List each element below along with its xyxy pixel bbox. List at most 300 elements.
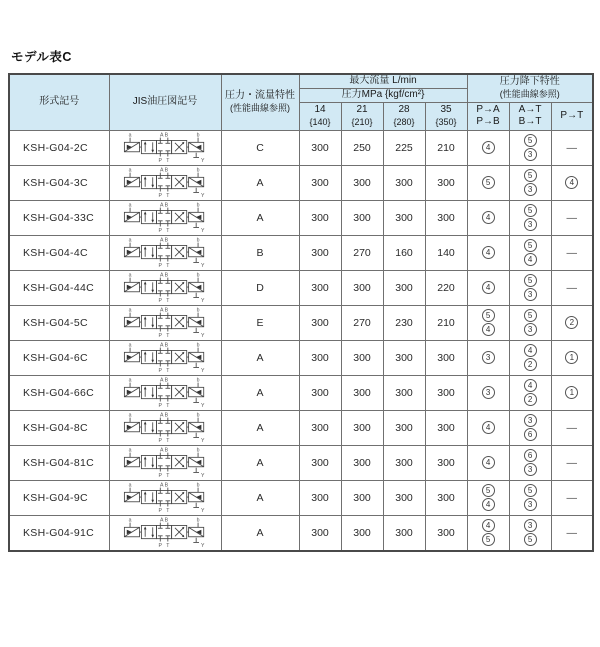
circled-number-stack: [510, 239, 551, 266]
svg-text:a: a: [128, 377, 132, 384]
circled-number-stack: [468, 519, 509, 546]
svg-text:T: T: [166, 157, 170, 164]
svg-text:Y: Y: [201, 402, 205, 409]
model-code: KSH-G04-8C: [9, 410, 109, 445]
jis-symbol-cell: [109, 130, 221, 165]
circled-number-stack: [468, 309, 509, 336]
header-model-code: [9, 74, 109, 130]
flow-col-kgf: {210}: [351, 116, 373, 127]
svg-text:a: a: [128, 307, 132, 314]
max-flow-35: 300: [425, 445, 467, 480]
svg-text:P: P: [158, 227, 163, 234]
model-code: KSH-G04-5C: [9, 305, 109, 340]
circled-number: 3: [524, 498, 537, 511]
table-row: [9, 305, 593, 340]
header-pressure-drop-line1: 圧力降下特性: [499, 76, 560, 88]
drop-pt: —: [551, 270, 593, 305]
jis-symbol-cell: [109, 305, 221, 340]
circled-number: 5: [482, 176, 495, 189]
svg-text:A B: A B: [160, 167, 169, 174]
flow-characteristic: E: [221, 305, 299, 340]
svg-text:b: b: [196, 237, 200, 244]
table-row: [9, 410, 593, 445]
circled-number: 5: [524, 204, 537, 217]
svg-text:a: a: [128, 342, 132, 349]
max-flow-21: 300: [341, 340, 383, 375]
drop-pt: [551, 340, 593, 375]
svg-text:A B: A B: [160, 517, 169, 524]
svg-text:b: b: [196, 132, 200, 139]
circled-number-stack: [510, 134, 551, 161]
valve-symbol-icon: [116, 411, 214, 445]
circled-number-stack: [468, 386, 509, 399]
drop-col-line1: A→T: [518, 103, 542, 115]
header-drop-pa-pb: [467, 102, 509, 130]
svg-text:T: T: [166, 472, 170, 479]
svg-text:Y: Y: [201, 542, 205, 549]
max-flow-28: 300: [383, 165, 425, 200]
max-flow-21: 270: [341, 305, 383, 340]
max-flow-35: 300: [425, 200, 467, 235]
svg-text:b: b: [196, 517, 200, 524]
circled-number-stack: [552, 386, 593, 399]
header-pressure-unit-label: 圧力MPa {kgf/cm²}: [341, 88, 425, 100]
circled-number: 4: [482, 519, 495, 532]
header-characteristic: [221, 74, 299, 130]
svg-text:A B: A B: [160, 307, 169, 314]
max-flow-35: 140: [425, 235, 467, 270]
table-row: [9, 165, 593, 200]
table-row: [9, 445, 593, 480]
table-row: [9, 480, 593, 515]
flow-characteristic: A: [221, 515, 299, 551]
svg-text:P: P: [158, 472, 163, 479]
svg-text:a: a: [128, 272, 132, 279]
model-code: KSH-G04-3C: [9, 165, 109, 200]
max-flow-28: 300: [383, 445, 425, 480]
drop-at-bt: [509, 410, 551, 445]
circled-number: 4: [524, 344, 537, 357]
svg-text:a: a: [128, 482, 132, 489]
circled-number-stack: [510, 309, 551, 336]
max-flow-14: 300: [299, 445, 341, 480]
svg-text:Y: Y: [201, 437, 205, 444]
max-flow-35: 300: [425, 515, 467, 551]
svg-text:T: T: [166, 192, 170, 199]
drop-pt: —: [551, 410, 593, 445]
jis-symbol-cell: [109, 445, 221, 480]
jis-symbol-cell: [109, 340, 221, 375]
table-row: [9, 200, 593, 235]
page-title: モデル表C: [11, 50, 72, 64]
flow-col-kgf: {280}: [393, 116, 415, 127]
svg-text:T: T: [166, 332, 170, 339]
table-body: [9, 130, 593, 551]
header-drop-pt: [551, 102, 593, 130]
drop-at-bt: [509, 480, 551, 515]
max-flow-28: 225: [383, 130, 425, 165]
header-characteristic-line2: (性能曲線参照): [230, 102, 290, 113]
circled-number: 5: [482, 309, 495, 322]
svg-text:P: P: [158, 402, 163, 409]
max-flow-21: 270: [341, 235, 383, 270]
svg-text:T: T: [166, 507, 170, 514]
svg-text:T: T: [166, 297, 170, 304]
circled-number: 4: [482, 421, 495, 434]
svg-text:A B: A B: [160, 412, 169, 419]
max-flow-21: 300: [341, 445, 383, 480]
svg-text:A B: A B: [160, 447, 169, 454]
valve-symbol-icon: [116, 341, 214, 375]
flow-col-kgf: {350}: [435, 116, 457, 127]
circled-number: 4: [482, 323, 495, 336]
drop-pt: —: [551, 200, 593, 235]
drop-at-bt: [509, 200, 551, 235]
flow-characteristic: D: [221, 270, 299, 305]
table-row: [9, 130, 593, 165]
svg-text:b: b: [196, 167, 200, 174]
table-row: [9, 340, 593, 375]
max-flow-35: 300: [425, 375, 467, 410]
valve-symbol-icon: [116, 166, 214, 200]
circled-number: 4: [565, 176, 578, 189]
flow-col-mpa: 21: [356, 104, 368, 116]
max-flow-14: 300: [299, 515, 341, 551]
svg-text:Y: Y: [201, 332, 205, 339]
circled-number-stack: [510, 274, 551, 301]
circled-number-stack: [468, 281, 509, 294]
table-header: [9, 74, 593, 130]
svg-text:a: a: [128, 132, 132, 139]
model-code: KSH-G04-6C: [9, 340, 109, 375]
circled-number-stack: [468, 421, 509, 434]
circled-number: 3: [524, 288, 537, 301]
circled-number: 3: [524, 323, 537, 336]
max-flow-14: 300: [299, 340, 341, 375]
max-flow-28: 300: [383, 200, 425, 235]
circled-number-stack: [510, 414, 551, 441]
drop-at-bt: [509, 235, 551, 270]
header-model-label: 形式記号: [39, 96, 80, 107]
flow-characteristic: A: [221, 165, 299, 200]
max-flow-28: 300: [383, 375, 425, 410]
svg-text:Y: Y: [201, 507, 205, 514]
svg-text:T: T: [166, 227, 170, 234]
jis-symbol-cell: [109, 515, 221, 551]
drop-pa-pb: [467, 340, 509, 375]
circled-number: 4: [482, 498, 495, 511]
svg-text:A B: A B: [160, 132, 169, 139]
circled-number: 5: [482, 484, 495, 497]
model-code: KSH-G04-66C: [9, 375, 109, 410]
header-drop-at-bt: [509, 102, 551, 130]
table-row: [9, 375, 593, 410]
circled-number-stack: [510, 204, 551, 231]
circled-number: 3: [482, 386, 495, 399]
circled-number: 3: [524, 218, 537, 231]
svg-text:A B: A B: [160, 272, 169, 279]
svg-text:b: b: [196, 377, 200, 384]
drop-at-bt: [509, 340, 551, 375]
drop-pa-pb: [467, 165, 509, 200]
svg-text:Y: Y: [201, 157, 205, 164]
drop-at-bt: [509, 270, 551, 305]
drop-at-bt: [509, 130, 551, 165]
jis-symbol-cell: [109, 410, 221, 445]
svg-text:P: P: [158, 192, 163, 199]
valve-symbol-icon: [116, 446, 214, 480]
model-code: KSH-G04-44C: [9, 270, 109, 305]
circled-number-stack: [552, 176, 593, 189]
flow-col-kgf: {140}: [309, 116, 331, 127]
drop-pa-pb: [467, 130, 509, 165]
circled-number: 5: [524, 239, 537, 252]
max-flow-21: 300: [341, 515, 383, 551]
max-flow-14: 300: [299, 270, 341, 305]
max-flow-21: 300: [341, 480, 383, 515]
svg-text:A B: A B: [160, 377, 169, 384]
flow-col-mpa: 35: [440, 104, 452, 116]
flow-characteristic: A: [221, 200, 299, 235]
max-flow-14: 300: [299, 235, 341, 270]
circled-number: 2: [524, 358, 537, 371]
drop-col-line1: P→T: [560, 109, 584, 121]
jis-symbol-cell: [109, 165, 221, 200]
svg-text:Y: Y: [201, 367, 205, 374]
svg-text:b: b: [196, 482, 200, 489]
svg-text:a: a: [128, 202, 132, 209]
flow-characteristic: A: [221, 445, 299, 480]
jis-symbol-cell: [109, 235, 221, 270]
header-max-flow: [299, 74, 467, 88]
valve-symbol-icon: [116, 516, 214, 550]
svg-text:T: T: [166, 542, 170, 549]
flow-characteristic: A: [221, 375, 299, 410]
max-flow-28: 300: [383, 480, 425, 515]
drop-col-line2: P→B: [476, 116, 500, 127]
max-flow-14: 300: [299, 165, 341, 200]
max-flow-21: 300: [341, 270, 383, 305]
circled-number-stack: [468, 351, 509, 364]
flow-col-mpa: 14: [314, 104, 326, 116]
svg-text:P: P: [158, 262, 163, 269]
circled-number: 3: [524, 519, 537, 532]
circled-number: 5: [524, 533, 537, 546]
circled-number: 5: [482, 533, 495, 546]
max-flow-35: 210: [425, 305, 467, 340]
max-flow-21: 300: [341, 165, 383, 200]
model-code: KSH-G04-33C: [9, 200, 109, 235]
circled-number-stack: [468, 246, 509, 259]
svg-text:b: b: [196, 307, 200, 314]
svg-text:T: T: [166, 402, 170, 409]
circled-number-stack: [510, 344, 551, 371]
circled-number: 3: [524, 148, 537, 161]
svg-text:A B: A B: [160, 202, 169, 209]
header-pressure-drop: [467, 74, 593, 102]
drop-pa-pb: [467, 410, 509, 445]
circled-number: 4: [524, 379, 537, 392]
circled-number-stack: [510, 519, 551, 546]
model-spec-table: [8, 73, 594, 552]
table-row: [9, 235, 593, 270]
svg-text:b: b: [196, 412, 200, 419]
circled-number: 3: [524, 414, 537, 427]
circled-number: 4: [482, 211, 495, 224]
svg-text:T: T: [166, 262, 170, 269]
drop-pt: —: [551, 515, 593, 551]
table-row: [9, 515, 593, 551]
circled-number: 6: [524, 449, 537, 462]
svg-text:T: T: [166, 437, 170, 444]
drop-pa-pb: [467, 515, 509, 551]
circled-number: 4: [524, 253, 537, 266]
drop-pt: [551, 165, 593, 200]
drop-pt: —: [551, 130, 593, 165]
svg-text:A B: A B: [160, 237, 169, 244]
model-code: KSH-G04-81C: [9, 445, 109, 480]
drop-col-line1: P→A: [476, 103, 500, 115]
flow-characteristic: C: [221, 130, 299, 165]
circled-number: 4: [482, 141, 495, 154]
svg-text:P: P: [158, 507, 163, 514]
flow-characteristic: A: [221, 340, 299, 375]
jis-symbol-cell: [109, 270, 221, 305]
drop-pa-pb: [467, 375, 509, 410]
max-flow-21: 300: [341, 375, 383, 410]
max-flow-35: 210: [425, 130, 467, 165]
model-code: KSH-G04-4C: [9, 235, 109, 270]
flow-characteristic: A: [221, 410, 299, 445]
header-jis-label: JIS油圧図記号: [132, 96, 198, 107]
circled-number: 4: [482, 281, 495, 294]
max-flow-28: 160: [383, 235, 425, 270]
circled-number: 2: [565, 316, 578, 329]
svg-text:b: b: [196, 202, 200, 209]
circled-number-stack: [552, 351, 593, 364]
max-flow-28: 230: [383, 305, 425, 340]
circled-number-stack: [510, 484, 551, 511]
valve-symbol-icon: [116, 481, 214, 515]
max-flow-14: 300: [299, 305, 341, 340]
max-flow-28: 300: [383, 340, 425, 375]
svg-text:Y: Y: [201, 297, 205, 304]
max-flow-35: 220: [425, 270, 467, 305]
svg-text:A B: A B: [160, 482, 169, 489]
svg-text:Y: Y: [201, 472, 205, 479]
drop-pt: [551, 375, 593, 410]
flow-characteristic: A: [221, 480, 299, 515]
drop-pt: —: [551, 445, 593, 480]
max-flow-35: 300: [425, 340, 467, 375]
circled-number-stack: [468, 176, 509, 189]
svg-text:P: P: [158, 332, 163, 339]
drop-pt: —: [551, 480, 593, 515]
svg-text:a: a: [128, 517, 132, 524]
valve-symbol-icon: [116, 236, 214, 270]
max-flow-14: 300: [299, 375, 341, 410]
jis-symbol-cell: [109, 200, 221, 235]
catalog-page: [0, 47, 600, 647]
circled-number-stack: [510, 449, 551, 476]
svg-text:b: b: [196, 272, 200, 279]
max-flow-21: 300: [341, 200, 383, 235]
max-flow-14: 300: [299, 200, 341, 235]
valve-symbol-icon: [116, 201, 214, 235]
max-flow-21: 300: [341, 410, 383, 445]
model-code: KSH-G04-9C: [9, 480, 109, 515]
jis-symbol-cell: [109, 480, 221, 515]
max-flow-28: 300: [383, 515, 425, 551]
drop-pa-pb: [467, 305, 509, 340]
circled-number: 3: [524, 463, 537, 476]
drop-pa-pb: [467, 270, 509, 305]
svg-text:Y: Y: [201, 192, 205, 199]
circled-number: 1: [565, 386, 578, 399]
svg-text:P: P: [158, 157, 163, 164]
drop-at-bt: [509, 375, 551, 410]
header-pressure-drop-line2: (性能曲線参照): [499, 88, 560, 99]
circled-number-stack: [468, 484, 509, 511]
circled-number-stack: [552, 316, 593, 329]
circled-number: 1: [565, 351, 578, 364]
svg-text:a: a: [128, 447, 132, 454]
drop-pa-pb: [467, 480, 509, 515]
header-max-flow-label: 最大流量 L/min: [349, 75, 417, 86]
header-flow-35: [425, 102, 467, 130]
svg-text:P: P: [158, 437, 163, 444]
svg-text:b: b: [196, 342, 200, 349]
drop-pt: [551, 305, 593, 340]
svg-text:a: a: [128, 167, 132, 174]
drop-pa-pb: [467, 445, 509, 480]
max-flow-14: 300: [299, 130, 341, 165]
max-flow-35: 300: [425, 165, 467, 200]
circled-number-stack: [510, 379, 551, 406]
valve-symbol-icon: [116, 271, 214, 305]
header-characteristic-line1: 圧力・流量特性: [225, 90, 295, 102]
circled-number: 5: [524, 134, 537, 147]
table-row: [9, 270, 593, 305]
svg-text:Y: Y: [201, 262, 205, 269]
header-flow-28: [383, 102, 425, 130]
drop-at-bt: [509, 165, 551, 200]
circled-number-stack: [468, 456, 509, 469]
svg-text:a: a: [128, 237, 132, 244]
header-flow-14: [299, 102, 341, 130]
drop-pa-pb: [467, 235, 509, 270]
circled-number-stack: [468, 211, 509, 224]
drop-at-bt: [509, 445, 551, 480]
drop-pa-pb: [467, 200, 509, 235]
drop-at-bt: [509, 305, 551, 340]
svg-text:P: P: [158, 297, 163, 304]
max-flow-28: 300: [383, 270, 425, 305]
flow-col-mpa: 28: [398, 104, 410, 116]
valve-symbol-icon: [116, 306, 214, 340]
jis-symbol-cell: [109, 375, 221, 410]
svg-text:P: P: [158, 542, 163, 549]
max-flow-35: 300: [425, 480, 467, 515]
header-jis-symbol: [109, 74, 221, 130]
circled-number: 6: [524, 428, 537, 441]
valve-symbol-icon: [116, 376, 214, 410]
circled-number: 5: [524, 309, 537, 322]
max-flow-35: 300: [425, 410, 467, 445]
circled-number: 5: [524, 274, 537, 287]
svg-text:a: a: [128, 412, 132, 419]
valve-symbol-icon: [116, 131, 214, 165]
